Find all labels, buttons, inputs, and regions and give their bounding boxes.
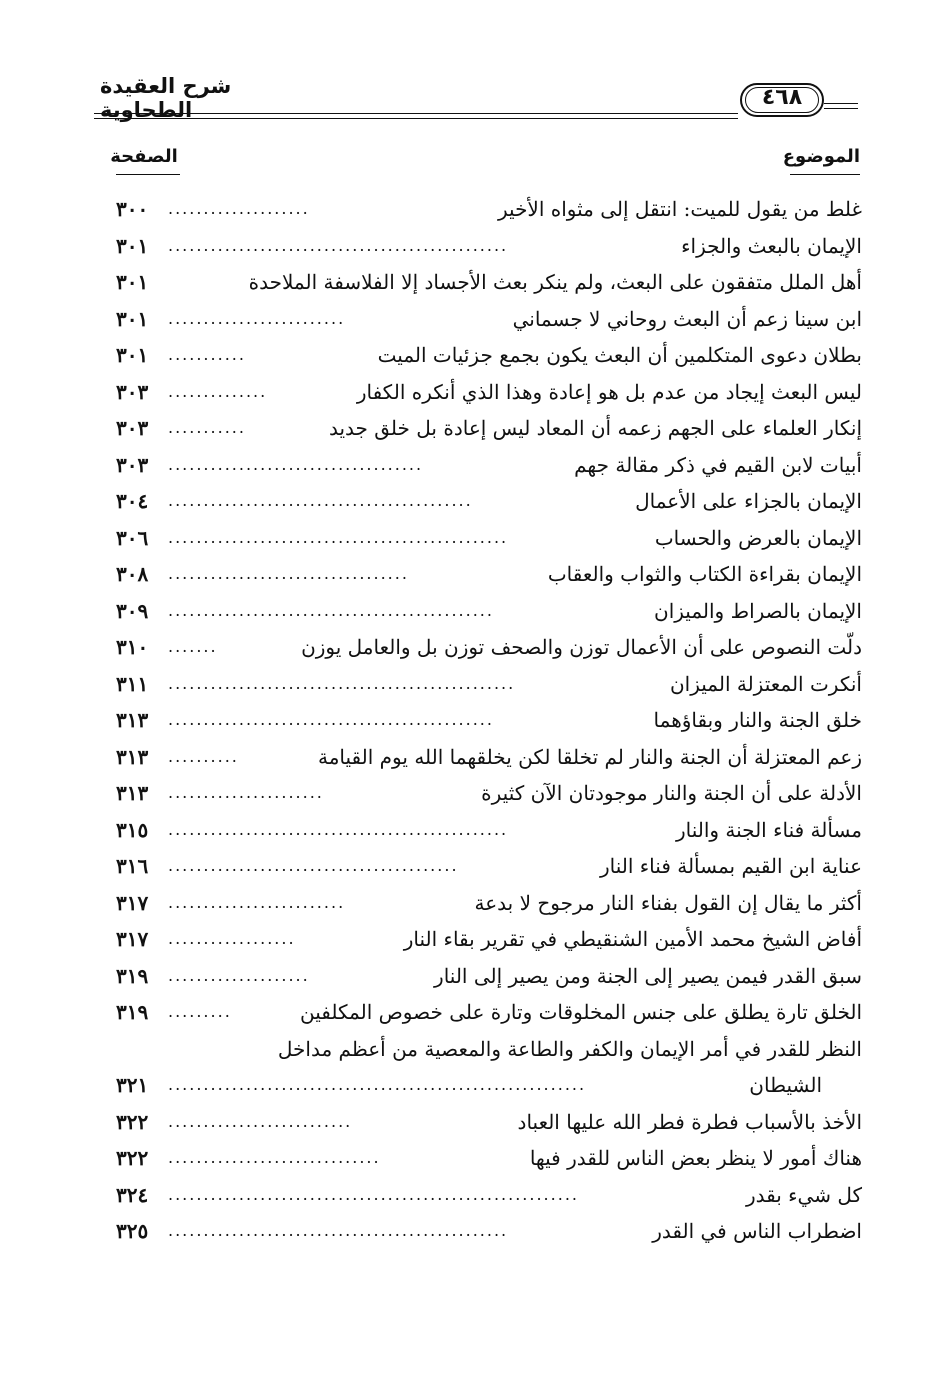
toc-entry-topic: الأدلة على أن الجنة والنار موجودتان الآن كثيرة	[481, 781, 862, 805]
toc-entry-leader: ..............................................	[168, 710, 494, 729]
toc-entry-topic: مسألة فناء الجنة والنار	[675, 817, 862, 842]
toc-entry-page: ٣١٣	[116, 781, 149, 805]
toc-entry-page: ٣١٩	[116, 1000, 149, 1024]
toc-entry-leader: ..........	[168, 746, 239, 766]
toc-entry	[116, 921, 862, 957]
toc-entry-topic: سبق القدر فيمن يصير إلى الجنة ومن يصير إلى النار	[434, 963, 862, 988]
toc-entry-page: ٣٢١	[116, 1073, 149, 1097]
toc-entry-page: ٣١٧	[116, 890, 149, 915]
toc-entry	[116, 1104, 862, 1140]
toc-entry-topic: الشيطان	[749, 1073, 822, 1097]
header-rule	[94, 113, 738, 114]
column-header-topic: الموضوع	[782, 146, 860, 167]
toc-entry	[116, 191, 862, 227]
toc-entry	[116, 447, 862, 483]
toc-entry	[116, 301, 862, 337]
toc-entry-topic: أكثر ما يقال إن القول بفناء النار مرجوح لا بدعة	[474, 890, 862, 915]
toc-entry	[116, 228, 862, 264]
toc-entry-page: ٣٠٩	[116, 598, 149, 623]
toc-entry-leader: .......	[168, 637, 218, 656]
toc-entry-page: ٣٢٥	[116, 1219, 149, 1243]
toc-entry-leader: ..............................	[168, 1148, 381, 1167]
toc-entry-topic: زعم المعتزلة أن الجنة والنار لم تخلقا لكن يخلقهما الله يوم القيامة	[317, 744, 862, 769]
toc-entry-topic: دلّت النصوص على أن الأعمال توزن والصحف توزن بل والعامل يوزن	[301, 635, 862, 659]
toc-entry	[116, 410, 862, 446]
toc-entry-leader: ...........................................	[168, 491, 473, 510]
toc-entry-page: ٣٢٢	[116, 1146, 149, 1170]
toc-entry-topic: الإيمان بالصراط والميزان	[654, 598, 862, 623]
toc-entry-leader: ..........................................................	[168, 1184, 579, 1204]
toc-entry-leader: ..............	[168, 381, 268, 401]
toc-entry-page: ٣١٧	[116, 927, 149, 951]
toc-entry-leader: .........................................	[168, 856, 459, 875]
toc-entry-leader: .........................	[168, 892, 346, 912]
toc-entry	[116, 1031, 862, 1067]
toc-entry-page: ٣١٦	[116, 854, 149, 878]
toc-entry	[116, 666, 862, 702]
toc-entry-topic: اضطراب الناس في القدر	[652, 1219, 862, 1243]
toc-entry-leader: ..........................	[168, 1111, 353, 1131]
toc-entry	[116, 775, 862, 811]
toc-entry-topic: أنكرت المعتزلة الميزان	[669, 671, 862, 696]
toc-entry-page: ٣٠١	[116, 306, 149, 331]
toc-entry-topic: إنكار العلماء على الجهم زعمه أن المعاد ليس إعادة بل خلق جديد	[328, 416, 862, 440]
toc-entry	[116, 1140, 862, 1176]
toc-entry	[116, 629, 862, 665]
toc-entry-leader: ....................	[168, 199, 310, 218]
toc-entry-page: ٣٠٣	[116, 379, 149, 404]
toc-entry	[116, 264, 862, 300]
toc-entry-topic: ليس البعث إيجاد من عدم بل هو إعادة وهذا الذي أنكره الكفار	[356, 379, 862, 404]
toc-entry-topic: أهل الملل متفقون على البعث، ولم ينكر بعث الأجساد إلا الفلاسفة الملاحدة	[248, 270, 862, 294]
toc-entry-topic: عناية ابن القيم بمسألة فناء النار	[599, 854, 862, 878]
toc-entry	[116, 885, 862, 921]
toc-entry	[116, 739, 862, 775]
toc-entry-page: ٣٢٢	[116, 1109, 149, 1134]
column-header-page: الصفحة	[110, 146, 178, 167]
toc-entry-leader: ....................................	[168, 454, 424, 474]
toc-entry-page: ٣٠٤	[116, 489, 149, 513]
toc-entry-leader: ................................................	[168, 527, 509, 547]
toc-entry-page: ٣٠٣	[116, 416, 149, 440]
toc-entry-leader: .........................	[168, 308, 346, 328]
toc-entry-topic: الإيمان بالجزاء على الأعمال	[635, 489, 862, 513]
toc-entry-leader: ................................................	[168, 235, 509, 255]
toc-entry-leader: ......................	[168, 783, 324, 802]
toc-entry	[116, 1213, 862, 1249]
toc-entry-leader: .................................................	[168, 673, 516, 693]
toc-entry-page: ٣١٣	[116, 708, 149, 732]
toc-entry-page: ٣٠٠	[116, 197, 149, 221]
header-rule	[824, 103, 858, 104]
page-number-frame	[740, 83, 824, 117]
toc-entry-leader: ..............................................	[168, 600, 494, 620]
toc-entry-topic: النظر للقدر في أمر الإيمان والكفر والطاعة والمعصية من أعظم مداخل	[277, 1036, 862, 1061]
toc-entry-page: ٣١٥	[116, 817, 149, 842]
toc-entry-leader: .........	[168, 1002, 232, 1021]
toc-entry-leader: ...........................................................	[168, 1075, 587, 1094]
toc-entry-leader: ................................................	[168, 1221, 509, 1240]
toc-entry	[116, 483, 862, 519]
toc-entry	[116, 1067, 862, 1103]
page-number: ٤٦٨	[761, 85, 803, 110]
toc-entry-page: ٣٠١	[116, 270, 149, 294]
toc-entry-page: ٣١٠	[116, 635, 149, 659]
book-title: شرح العقيدة الطحاوية	[100, 74, 232, 122]
toc-entry-topic: بطلان دعوى المتكلمين أن البعث يكون بجمع جزئيات الميت	[377, 343, 862, 367]
toc-entry-leader: ...........	[168, 418, 246, 437]
toc-entry-leader: ................................................	[168, 819, 509, 839]
toc-entry-page: ٣٠٨	[116, 562, 149, 586]
toc-entry	[116, 994, 862, 1030]
toc-entry-page: ٣٢٤	[116, 1182, 149, 1207]
toc-entry-topic: أفاض الشيخ محمد الأمين الشنقيطي في تقرير بقاء النار	[403, 927, 862, 951]
toc-entry-topic: غلط من يقول للميت: انتقل إلى مثواه الأخير	[498, 197, 862, 221]
toc-entry-page: ٣١٣	[116, 744, 149, 769]
toc-entry	[116, 958, 862, 994]
toc-entry	[116, 702, 862, 738]
toc-entry	[116, 520, 862, 556]
toc-entry-topic: الإيمان بقراءة الكتاب والثواب والعقاب	[547, 562, 862, 586]
toc-entry-leader: ..................................	[168, 564, 409, 583]
toc-entry-page: ٣٠٦	[116, 525, 149, 550]
column-header-underline	[116, 174, 180, 175]
toc-entry-topic: الإيمان بالبعث والجزاء	[681, 233, 862, 258]
toc-entry-leader: ....................	[168, 965, 310, 985]
toc-entry-page: ٣٠٣	[116, 452, 149, 477]
toc-entry-topic: الأخذ بالأسباب فطرة فطر الله عليها العباد	[517, 1109, 862, 1134]
header-rule	[824, 108, 858, 109]
toc-entry	[116, 374, 862, 410]
toc-entry-topic: ابن سينا زعم أن البعث روحاني لا جسماني	[512, 306, 862, 331]
toc-entry-page: ٣١٩	[116, 963, 149, 988]
toc-entry-topic: خلق الجنة والنار وبقاؤهما	[653, 708, 862, 732]
toc-entry-page: ٣٠١	[116, 233, 149, 258]
toc-entry-topic: أبيات لابن القيم في ذكر مقالة جهم	[574, 452, 862, 477]
toc-entry	[116, 1177, 862, 1213]
toc-entry-leader: ...........	[168, 345, 246, 364]
toc-entry-page: ٣١١	[116, 671, 149, 696]
toc-entry	[116, 812, 862, 848]
toc-entry-topic: هناك أمور لا ينظر بعض الناس للقدر فيها	[529, 1146, 862, 1170]
toc-entry-topic: كل شيء بقدر	[745, 1182, 862, 1207]
toc-entry-leader: ..................	[168, 929, 296, 948]
toc-entry	[116, 593, 862, 629]
header-rule	[94, 118, 738, 119]
toc-entry-topic: الخلق تارة يطلق على جنس المخلوقات وتارة على خصوص المكلفين	[300, 1000, 862, 1024]
column-header-underline	[790, 174, 860, 175]
toc-entry	[116, 848, 862, 884]
toc-entry	[116, 556, 862, 592]
toc-entry-page: ٣٠١	[116, 343, 149, 367]
toc-entry	[116, 337, 862, 373]
toc-entry-topic: الإيمان بالعرض والحساب	[654, 525, 862, 550]
